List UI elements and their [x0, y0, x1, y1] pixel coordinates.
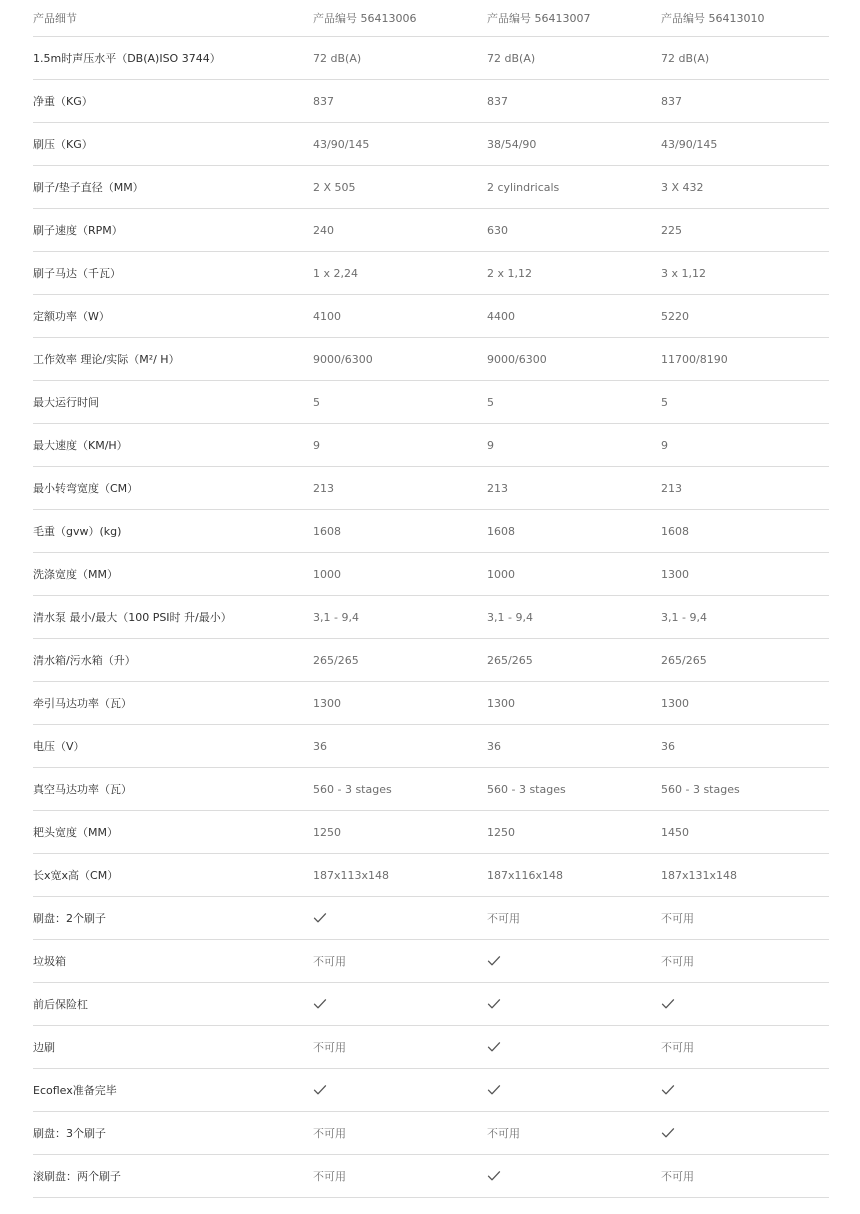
- spec-value: 187x113x148: [313, 868, 390, 882]
- spec-value: 265/265: [313, 653, 359, 667]
- spec-label: 工作效率 理论/实际（M²/ H）: [33, 353, 180, 366]
- spec-value: 1300: [487, 696, 515, 710]
- check-icon: [487, 940, 657, 982]
- spec-value: 不可用: [313, 1127, 346, 1140]
- spec-label: 刷盘：3个刷子: [33, 1127, 106, 1140]
- spec-value: 4400: [487, 309, 515, 323]
- spec-value: 5: [313, 395, 320, 409]
- spec-value: 187x116x148: [487, 868, 564, 882]
- spec-label: 牵引马达功率（瓦）: [33, 697, 132, 710]
- spec-label: 刷盘：2个刷子: [33, 912, 106, 925]
- spec-value: 36: [313, 739, 327, 753]
- spec-value: 213: [487, 481, 508, 495]
- table-row: [33, 983, 829, 1026]
- spec-value: 225: [661, 223, 682, 237]
- spec-value: 不可用: [661, 955, 694, 968]
- spec-value: 9: [487, 438, 494, 452]
- spec-value: 3,1 - 9,4: [313, 610, 359, 624]
- table-row: [33, 639, 829, 682]
- table-row: [33, 940, 829, 983]
- table-row: [33, 854, 829, 897]
- spec-value: 36: [487, 739, 501, 753]
- spec-value: 2 X 505: [313, 180, 356, 194]
- table-row: [33, 1026, 829, 1069]
- spec-value: 630: [487, 223, 508, 237]
- spec-label: 最大速度（KM/H）: [33, 439, 128, 452]
- spec-value: 不可用: [661, 1170, 694, 1183]
- spec-value: 1 x 2,24: [313, 266, 358, 280]
- spec-value: 3 X 432: [661, 180, 704, 194]
- check-icon: [661, 1069, 829, 1111]
- table-row: [33, 123, 829, 166]
- spec-value: 265/265: [661, 653, 707, 667]
- spec-label: 长x宽x高（CM）: [33, 869, 119, 882]
- spec-label: 滚刷盘：两个刷子: [33, 1170, 121, 1183]
- check-icon: [313, 1069, 483, 1111]
- spec-value: 9000/6300: [487, 352, 547, 366]
- spec-value: 5220: [661, 309, 689, 323]
- table-row: [33, 338, 829, 381]
- spec-value: 3 x 1,12: [661, 266, 706, 280]
- product-spec-table: [33, 0, 829, 1198]
- spec-value: 2 x 1,12: [487, 266, 532, 280]
- check-icon: [487, 983, 657, 1025]
- header-product-3: 产品编号 56413010: [661, 12, 765, 25]
- spec-value: 9000/6300: [313, 352, 373, 366]
- spec-value: 1000: [487, 567, 515, 581]
- spec-value: 不可用: [313, 1170, 346, 1183]
- spec-value: 11700/8190: [661, 352, 728, 366]
- table-row: [33, 510, 829, 553]
- spec-label: 电压（V）: [33, 740, 85, 753]
- spec-value: 2 cylindricals: [487, 180, 560, 194]
- spec-value: 560 - 3 stages: [487, 782, 566, 796]
- spec-value: 1608: [313, 524, 341, 538]
- spec-value: 43/90/145: [313, 137, 370, 151]
- spec-value: 1450: [661, 825, 689, 839]
- table-row: [33, 1112, 829, 1155]
- spec-label: 定额功率（W）: [33, 310, 110, 323]
- header-product-1: 产品编号 56413006: [313, 12, 417, 25]
- spec-value: 1250: [487, 825, 515, 839]
- spec-value: 不可用: [487, 1127, 520, 1140]
- spec-label: 边刷: [33, 1041, 55, 1054]
- spec-value: 不可用: [661, 1041, 694, 1054]
- check-icon: [313, 983, 483, 1025]
- spec-value: 837: [313, 94, 334, 108]
- table-row: [33, 897, 829, 940]
- spec-label: 垃圾箱: [33, 955, 66, 968]
- check-icon: [661, 983, 829, 1025]
- spec-value: 1300: [661, 567, 689, 581]
- spec-value: 不可用: [487, 912, 520, 925]
- table-row: [33, 596, 829, 639]
- spec-value: 1250: [313, 825, 341, 839]
- spec-value: 9: [313, 438, 320, 452]
- spec-label: 刷子马达（千瓦）: [33, 267, 121, 280]
- spec-label: Ecoflex准备完毕: [33, 1084, 117, 1097]
- spec-value: 213: [313, 481, 334, 495]
- spec-value: 不可用: [313, 955, 346, 968]
- spec-label: 最大运行时间: [33, 396, 99, 409]
- table-row: [33, 424, 829, 467]
- spec-value: 1300: [313, 696, 341, 710]
- spec-label: 最小转弯宽度（CM）: [33, 482, 139, 495]
- table-row: [33, 295, 829, 338]
- check-icon: [487, 1026, 657, 1068]
- table-row: [33, 37, 829, 80]
- spec-label: 清水箱/污水箱（升）: [33, 654, 136, 667]
- spec-value: 不可用: [313, 1041, 346, 1054]
- spec-value: 560 - 3 stages: [661, 782, 740, 796]
- table-row: [33, 811, 829, 854]
- spec-value: 265/265: [487, 653, 533, 667]
- check-icon: [487, 1069, 657, 1111]
- spec-value: 1608: [487, 524, 515, 538]
- spec-value: 4100: [313, 309, 341, 323]
- spec-label: 刷压（KG）: [33, 138, 93, 151]
- spec-value: 3,1 - 9,4: [487, 610, 533, 624]
- spec-label: 真空马达功率（瓦）: [33, 783, 132, 796]
- table-row: [33, 166, 829, 209]
- table-row: [33, 381, 829, 424]
- spec-label: 刷子/垫子直径（MM）: [33, 181, 144, 194]
- spec-label: 刷子速度（RPM）: [33, 224, 123, 237]
- spec-value: 213: [661, 481, 682, 495]
- spec-label: 清水泵 最小/最大（100 PSI时 升/最小）: [33, 611, 232, 624]
- table-header-row: [33, 0, 829, 37]
- spec-value: 5: [661, 395, 668, 409]
- spec-label: 毛重（gvw）(kg): [33, 525, 122, 538]
- check-icon: [661, 1112, 829, 1154]
- check-icon: [313, 897, 483, 939]
- spec-value: 560 - 3 stages: [313, 782, 392, 796]
- spec-value: 837: [661, 94, 682, 108]
- spec-value: 72 dB(A): [313, 51, 362, 65]
- spec-value: 36: [661, 739, 675, 753]
- table-row: [33, 682, 829, 725]
- table-row: [33, 768, 829, 811]
- table-row: [33, 553, 829, 596]
- spec-value: 不可用: [661, 912, 694, 925]
- table-row: [33, 1155, 829, 1198]
- check-icon: [487, 1155, 657, 1197]
- spec-value: 9: [661, 438, 668, 452]
- spec-label: 1.5m时声压水平（DB(A)ISO 3744）: [33, 52, 221, 65]
- spec-label: 耙头宽度（MM）: [33, 826, 118, 839]
- spec-label: 净重（KG）: [33, 95, 93, 108]
- spec-value: 240: [313, 223, 334, 237]
- spec-label: 洗涤宽度（MM）: [33, 568, 118, 581]
- spec-value: 1608: [661, 524, 689, 538]
- spec-value: 187x131x148: [661, 868, 738, 882]
- table-row: [33, 209, 829, 252]
- spec-value: 3,1 - 9,4: [661, 610, 707, 624]
- spec-value: 1300: [661, 696, 689, 710]
- spec-value: 1000: [313, 567, 341, 581]
- table-row: [33, 725, 829, 768]
- spec-value: 43/90/145: [661, 137, 718, 151]
- table-row: [33, 80, 829, 123]
- spec-value: 837: [487, 94, 508, 108]
- header-label: 产品细节: [33, 12, 77, 25]
- spec-value: 72 dB(A): [487, 51, 536, 65]
- table-row: [33, 252, 829, 295]
- table-row: [33, 1069, 829, 1112]
- table-row: [33, 467, 829, 510]
- spec-value: 38/54/90: [487, 137, 537, 151]
- spec-value: 72 dB(A): [661, 51, 710, 65]
- spec-label: 前后保险杠: [33, 998, 88, 1011]
- header-product-2: 产品编号 56413007: [487, 12, 591, 25]
- spec-value: 5: [487, 395, 494, 409]
